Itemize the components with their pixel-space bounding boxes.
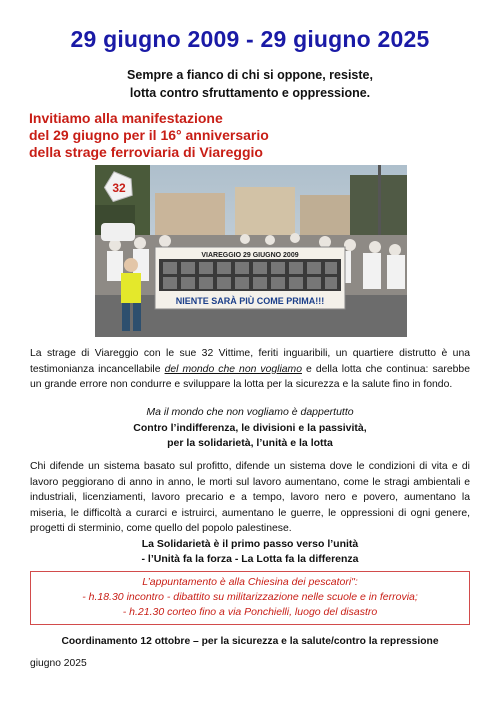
invitation <box>29 110 479 161</box>
paragraph-strage-after: e della lotta che continua: sarebbe un grande errore non condurre e sviluppare la lotta per la sicurezza e la salute fino in fondo. <box>30 363 470 390</box>
solidarity-line-2: - l’Unità fa la forza - La Lotta fa la differenza <box>141 553 359 565</box>
date: giugno 2025 <box>30 658 87 669</box>
against-line-1: Contro l’indifferenza, le divisioni e la passività, <box>133 422 367 434</box>
appointment-box <box>30 571 470 625</box>
paragraph-strage <box>30 346 470 393</box>
subtitle <box>0 66 500 102</box>
against-line-2: per la solidarietà, l’unità e la lotta <box>167 437 333 449</box>
against-statement <box>0 421 500 451</box>
appointment-line-3: - h.21.30 corteo fino a via Ponchielli, luogo del disastro <box>122 606 378 618</box>
appointment-line-2: - h.18.30 incontro - dibattito su militarizzazione nelle scuole e in ferrovia; <box>82 591 418 603</box>
coordination: Coordinamento 12 ottobre – per la sicurezza e la salute/contro la repressione <box>61 636 439 647</box>
demonstration-photo <box>95 165 407 337</box>
paragraph-sistema: Chi difende un sistema basato sul profitto, difende un sistema dove le condizioni di vita e di lavoro peggiorano di anno in anno, le morti sul lavoro aumentano, come le stragi ambientali e industriali, licenziamenti, lavoro precario e a tempo, lavoro nero e povero, aumentano la miseria, le difficoltà a curarci e istruirci, aumentano le guerre, le oppressioni di ogni genere, progetti di sterminio, come quello del popolo palestinese. <box>30 461 470 534</box>
invitation-line-2: del 29 giugno per il 16° anniversario <box>29 127 269 143</box>
solidarity-statement <box>0 537 500 567</box>
banner-top-text: VIAREGGIO 29 GIUGNO 2009 <box>201 252 299 259</box>
subtitle-line-1: Sempre a fianco di chi si oppone, resiste, <box>127 68 373 82</box>
paragraph-strage-underlined: del mondo che non vogliamo <box>164 363 302 375</box>
banner-bottom-text: NIENTE SARÀ PIÙ COME PRIMA!!! <box>175 296 325 306</box>
motto: Ma il mondo che non vogliamo è dappertutto <box>146 406 354 418</box>
badge-number: 32 <box>112 181 126 195</box>
invitation-line-1: Invitiamo alla manifestazione <box>29 110 223 126</box>
solidarity-line-1: La Solidarietà è il primo passo verso l’unità <box>141 538 359 550</box>
page-title: 29 giugno 2009 - 29 giugno 2025 <box>70 26 430 52</box>
appointment-line-1: L’appuntamento è alla Chiesina dei pescatori": <box>142 576 358 588</box>
paragraph-strage-before: La strage di Viareggio con le sue 32 Vittime, feriti inguaribili, un quartiere distrutto è una testimonianza incancellabile <box>30 348 470 375</box>
subtitle-line-2: lotta contro sfruttamento e oppressione. <box>129 86 371 100</box>
invitation-line-3: della strage ferroviaria di Viareggio <box>29 144 263 160</box>
